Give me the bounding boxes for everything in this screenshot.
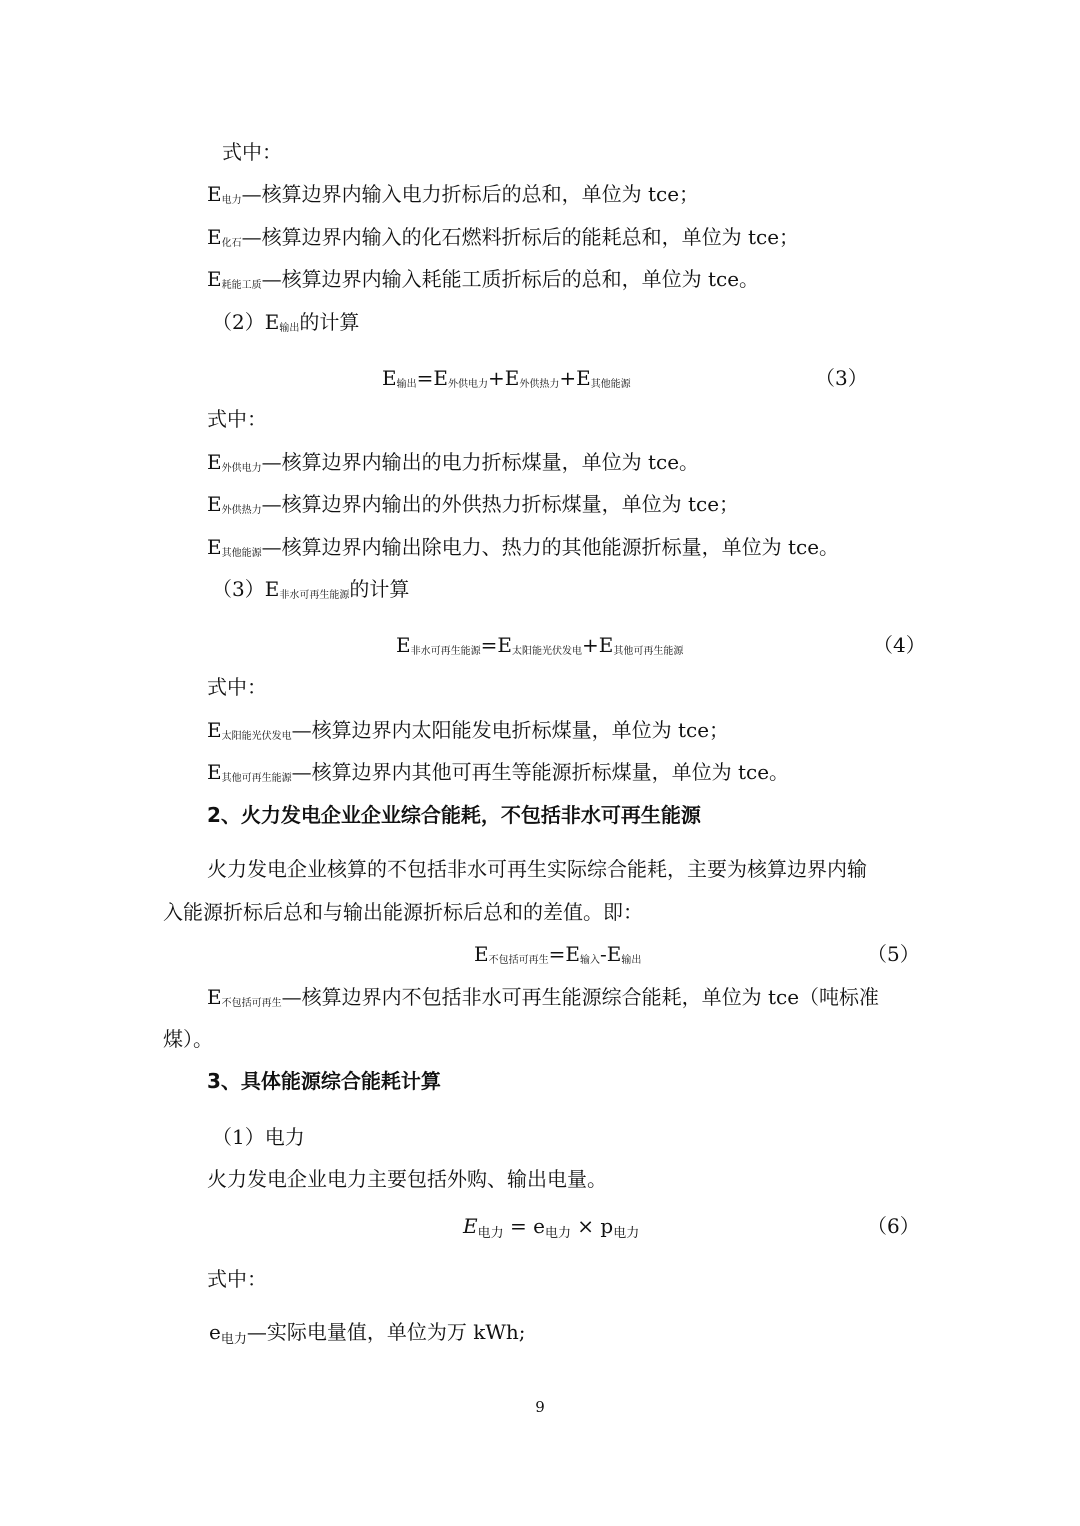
subscript: 其他可再生能源: [221, 773, 292, 784]
equation-number: （6）: [867, 1214, 920, 1238]
subscript: 外供电力: [221, 463, 262, 474]
subscript: 输出: [279, 323, 300, 334]
definition-text: —核算边界内输入电力折标后的总和，单位为 tce；: [241, 182, 700, 206]
symbol: E: [207, 492, 222, 516]
paragraph-line: 火力发电企业电力主要包括外购、输出电量。: [207, 1167, 607, 1191]
definition-text: —核算边界内输入耗能工质折标后的总和，单位为 tce。: [261, 267, 760, 291]
formula-intro-label: 式中：: [222, 140, 282, 164]
eq-term: = e: [503, 1214, 545, 1238]
symbol: E: [207, 760, 222, 784]
definition-line: [207, 223, 799, 258]
definition-text: —实际电量值，单位为万 kWh;: [246, 1320, 526, 1344]
eq-term: +E: [487, 366, 520, 390]
section-heading: 2、火力发电企业企业综合能耗，不包括非水可再生能源: [207, 803, 701, 827]
equation-4: [396, 631, 683, 666]
subscript: 外供热力: [221, 505, 262, 516]
symbol: E: [207, 267, 222, 291]
subscript: 输出: [396, 379, 417, 390]
subscript: 太阳能光伏发电: [511, 646, 582, 657]
eq-term: -E: [599, 942, 622, 966]
definition-text: —核算边界内不包括非水可再生能源综合能耗，单位为 tce（吨标准: [281, 985, 880, 1009]
formula-intro-label: 式中：: [207, 1267, 267, 1291]
definition-text: —核算边界内其他可再生等能源折标煤量，单位为 tce。: [291, 760, 790, 784]
subscript: 输入: [579, 955, 600, 966]
heading-prefix: （2）E: [212, 310, 280, 334]
definition-line: [207, 716, 729, 751]
definition-text: —核算边界内输入的化石燃料折标后的能耗总和，单位为 tce；: [241, 225, 800, 249]
definition-line: [207, 265, 759, 300]
subscript: 电力: [221, 195, 242, 206]
symbol: e: [209, 1320, 221, 1344]
heading-prefix: （3）E: [212, 577, 280, 601]
eq-term: +E: [581, 633, 614, 657]
equation-5: [474, 940, 641, 975]
section-heading: 3、具体能源综合能耗计算: [207, 1069, 441, 1093]
subscript: 其他能源: [221, 548, 262, 559]
definition-text: —核算边界内输出的外供热力折标煤量，单位为 tce；: [261, 492, 740, 516]
symbol: E: [207, 225, 222, 249]
formula-intro-label: 式中：: [207, 407, 267, 431]
heading-text: 的计算: [299, 310, 360, 334]
definition-line: [207, 180, 699, 215]
eq-term: E: [396, 633, 411, 657]
sub-heading: [212, 575, 409, 610]
eq-term: × p: [570, 1214, 614, 1238]
eq-term: E: [474, 942, 489, 966]
subscript: 不包括可再生: [221, 998, 282, 1009]
subscript: 外供电力: [447, 379, 488, 390]
definition-text: —核算边界内太阳能发电折标煤量，单位为 tce；: [291, 718, 730, 742]
subscript: 其他能源: [590, 379, 631, 390]
page-number: 9: [535, 1398, 545, 1416]
subscript: 化石: [221, 238, 242, 249]
subscript: 外供热力: [519, 379, 560, 390]
equation-number: （4）: [873, 633, 926, 657]
subscript: 不包括可再生: [488, 955, 549, 966]
subscript: 其他可再生能源: [613, 646, 684, 657]
definition-line: [207, 758, 789, 793]
subscript: 太阳能光伏发电: [221, 731, 292, 742]
subscript: 输出: [621, 955, 642, 966]
equation-number: （3）: [815, 366, 868, 390]
definition-line: [207, 448, 699, 483]
eq-term: E: [463, 1214, 478, 1238]
paragraph-line: 火力发电企业核算的不包括非水可再生实际综合能耗，主要为核算边界内输: [207, 857, 867, 881]
definition-line: [209, 1318, 526, 1354]
eq-term: =E: [548, 942, 580, 966]
subscript: 电力: [613, 1226, 640, 1241]
heading-text: 的计算: [349, 577, 410, 601]
formula-intro-label: 式中：: [207, 675, 267, 699]
sub-heading: [212, 308, 359, 343]
definition-line: [207, 533, 839, 568]
paragraph-line: 煤）。: [163, 1027, 213, 1051]
definition-text: —核算边界内输出除电力、热力的其他能源折标量，单位为 tce。: [261, 535, 840, 559]
equation-number: （5）: [867, 942, 920, 966]
subscript: 耗能工质: [221, 280, 262, 291]
symbol: E: [207, 985, 222, 1009]
symbol: E: [207, 718, 222, 742]
subscript: 非水可再生能源: [410, 646, 481, 657]
subscript: 非水可再生能源: [279, 590, 350, 601]
eq-term: =E: [416, 366, 448, 390]
symbol: E: [207, 450, 222, 474]
eq-term: +E: [559, 366, 591, 390]
subscript: 电力: [477, 1226, 504, 1241]
definition-line: [207, 983, 879, 1018]
sub-heading: （1）电力: [212, 1125, 305, 1149]
equation-6: [463, 1212, 639, 1248]
paragraph-line: 入能源折标后总和与输出能源折标后总和的差值。即：: [163, 900, 643, 924]
symbol: E: [207, 535, 222, 559]
definition-line: [207, 490, 739, 525]
eq-term: =E: [480, 633, 512, 657]
subscript: 电力: [220, 1332, 247, 1347]
eq-term: E: [382, 366, 397, 390]
symbol: E: [207, 182, 222, 206]
equation-3: [382, 364, 631, 399]
definition-text: —核算边界内输出的电力折标煤量，单位为 tce。: [261, 450, 700, 474]
subscript: 电力: [544, 1226, 571, 1241]
